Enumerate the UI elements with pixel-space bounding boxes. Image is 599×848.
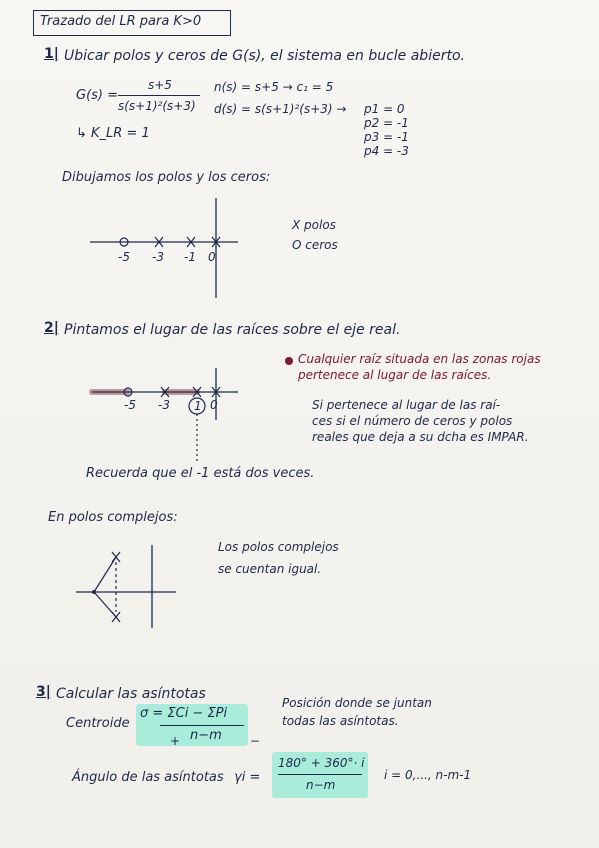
pole-p4: p4 = -3 (364, 144, 409, 158)
angle-den: n−m (306, 778, 336, 792)
k-lr-line: ↳ K_LR = 1 (76, 126, 150, 141)
complex-heading: En polos complejos: (48, 510, 178, 525)
angle-range: i = 0,..., n-m-1 (384, 768, 472, 782)
centroid-formula-den: n−m (190, 728, 222, 743)
centroid-label: Centroide (66, 716, 130, 731)
step1-number: 1| (44, 46, 59, 62)
centroid-fraction-bar (160, 725, 244, 726)
plot1-tick-m5: -5 (118, 250, 130, 264)
legend-zeros: O ceros (292, 238, 338, 252)
step2-heading: Pintamos el lugar de las raíces sobre el eje real. (64, 322, 401, 338)
plot2-tick-m3: -3 (158, 398, 170, 412)
pole-p1: p1 = 0 (364, 102, 405, 116)
rule-line2: ces si el número de ceros y polos (312, 414, 513, 428)
step2-number: 2| (44, 320, 59, 336)
remember-text: Recuerda que el -1 está dos veces. (86, 466, 315, 481)
rule-red-line1: Cualquier raíz situada en las zonas rojas (298, 352, 541, 366)
minus-sign: − (250, 734, 261, 748)
plus-sign: + (170, 734, 181, 748)
plot1-tick-0: 0 (208, 250, 216, 264)
g-label: G(s) = (76, 88, 119, 103)
pole-p2: p2 = -1 (364, 116, 409, 130)
plot2-circled-one: 1 (194, 399, 202, 413)
angle-var: γi = (234, 770, 261, 785)
n-expression: n(s) = s+5 → c₁ = 5 (214, 80, 334, 94)
centroid-formula-num: σ = ΣCi − ΣPi (140, 706, 228, 721)
rule-line3: reales que deja a su dcha es IMPAR. (312, 430, 529, 444)
d-expression: d(s) = s(s+1)²(s+3) → (214, 102, 347, 116)
plot1-tick-m3: -3 (152, 250, 164, 264)
centroid-note-line1: Posición donde se juntan (282, 696, 432, 710)
plot1-tick-m1: -1 (184, 250, 196, 264)
draw-text: Dibujamos los polos y los ceros: (62, 170, 271, 185)
angle-fraction-bar (278, 774, 362, 775)
step3-number: 3| (36, 684, 51, 700)
step3-heading: Calcular las asíntotas (56, 686, 206, 702)
step1-heading: Ubicar polos y ceros de G(s), el sistema en bucle abierto. (64, 48, 465, 64)
angle-num: 180° + 360°· i (278, 756, 365, 770)
angle-label: Ángulo de las asíntotas (72, 770, 224, 785)
k-lr-value: K_LR = 1 (91, 126, 150, 141)
legend-poles: X polos (292, 218, 336, 232)
g-denominator: s(s+1)²(s+3) (118, 99, 196, 113)
plot2-tick-m5: -5 (124, 398, 136, 412)
complex-note-line1: Los polos complejos (218, 540, 339, 554)
complex-note-line2: se cuentan igual. (218, 562, 322, 576)
plot2-tick-0: 0 (210, 398, 218, 412)
pole-p3: p3 = -1 (364, 130, 409, 144)
centroid-note-line2: todas las asíntotas. (282, 714, 399, 728)
rule-red-line2: pertenece al lugar de las raíces. (298, 368, 492, 382)
rule-line1: Si pertenece al lugar de las raí- (312, 398, 501, 412)
page-title: Trazado del LR para K>0 (40, 14, 202, 29)
g-numerator: s+5 (148, 78, 172, 92)
